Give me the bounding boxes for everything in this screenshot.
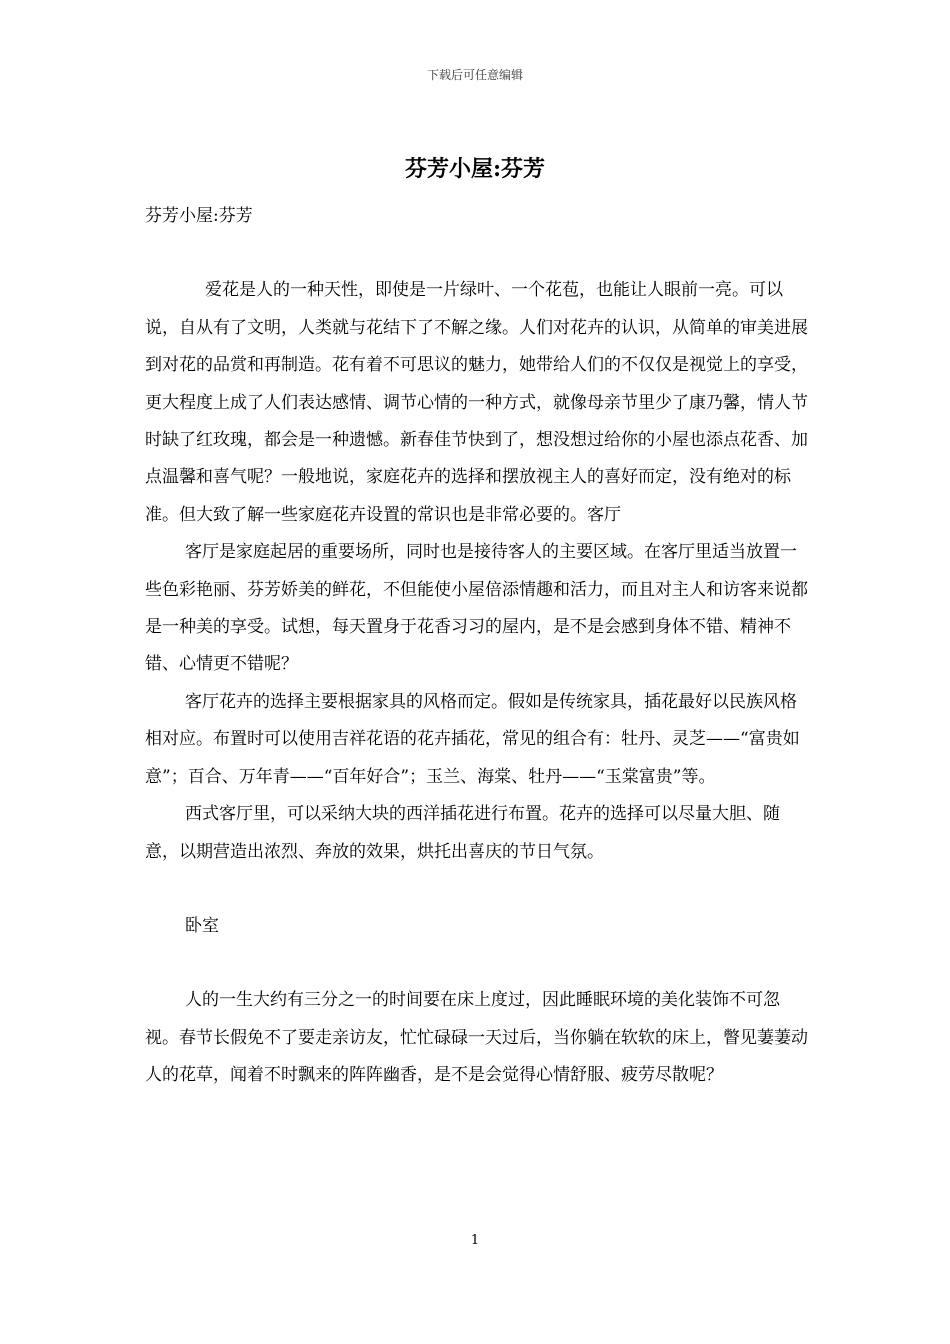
blank-line — [145, 945, 813, 982]
paragraph-traditional-furniture: 客厅花卉的选择主要根据家具的风格而定。假如是传统家具，插花最好以民族风格相对应。布置时可以使用吉祥花语的花卉插花，常见的组合有：牡丹、灵芝——“富贵如意”；百合、万年青——“百年好合”；玉兰、海棠、牡丹——“玉棠富贵”等。 — [145, 691, 800, 787]
document-body — [145, 198, 813, 1095]
header-note: 下载后可任意编辑 — [426, 68, 523, 82]
paragraph-western-living-room: 西式客厅里，可以采纳大块的西洋插花进行布置。花卉的选择可以尽量大胆、随意，以期营造出浓烈、奔放的效果，烘托出喜庆的节日气氛。 — [145, 804, 780, 862]
section-heading-bedroom: 卧室 — [185, 915, 219, 936]
blank-line — [145, 871, 813, 908]
document-subtitle: 芬芳小屋:芬芳 — [145, 206, 253, 226]
page-number: 1 — [470, 1233, 480, 1248]
paragraph-bedroom: 人的一生大约有三分之一的时间要在床上度过，因此睡眠环境的美化装饰不可忽视。春节长假免不了要走亲访友，忙忙碌碌一天过后，当你躺在软软的床上，瞥见萋萋动人的花草，闻着不时飘来的阵阵幽香，是不是会觉得心情舒服、疲劳尽散呢？ — [145, 990, 808, 1086]
blank-line — [145, 235, 813, 272]
paragraph-intro: 爱花是人的一种天性，即使是一片绿叶、一个花苞，也能让人眼前一亮。可以说，自从有了文明，人类就与花结下了不解之缘。人们对花卉的认识，从简单的审美进展到对花的品赏和再制造。花有着不可思议的魅力，她带给人们的不仅仅是视觉上的享受，更大程度上成了人们表达感情、调节心情的一种方式，就像母亲节里少了康乃馨，情人节时缺了红玫瑰，都会是一种遗憾。新春佳节快到了，想没想过给你的小屋也添点花香、加点温馨和喜气呢？一般地说，家庭花卉的选择和摆放视主人的喜好而定，没有绝对的标准。但大致了解一些家庭花卉设置的常识也是非常必要的。客厅 — [145, 280, 808, 525]
document-title: 芬芳小屋:芬芳 — [404, 156, 546, 182]
paragraph-living-room: 客厅是家庭起居的重要场所，同时也是接待客人的主要区域。在客厅里适当放置一些色彩艳丽、芬芳娇美的鲜花，不但能使小屋倍添情趣和活力，而且对主人和访客来说都是一种美的享受。试想，每天置身于花香习习的屋内，是不是会感到身体不错、精神不错、心情更不错呢？ — [145, 542, 808, 675]
